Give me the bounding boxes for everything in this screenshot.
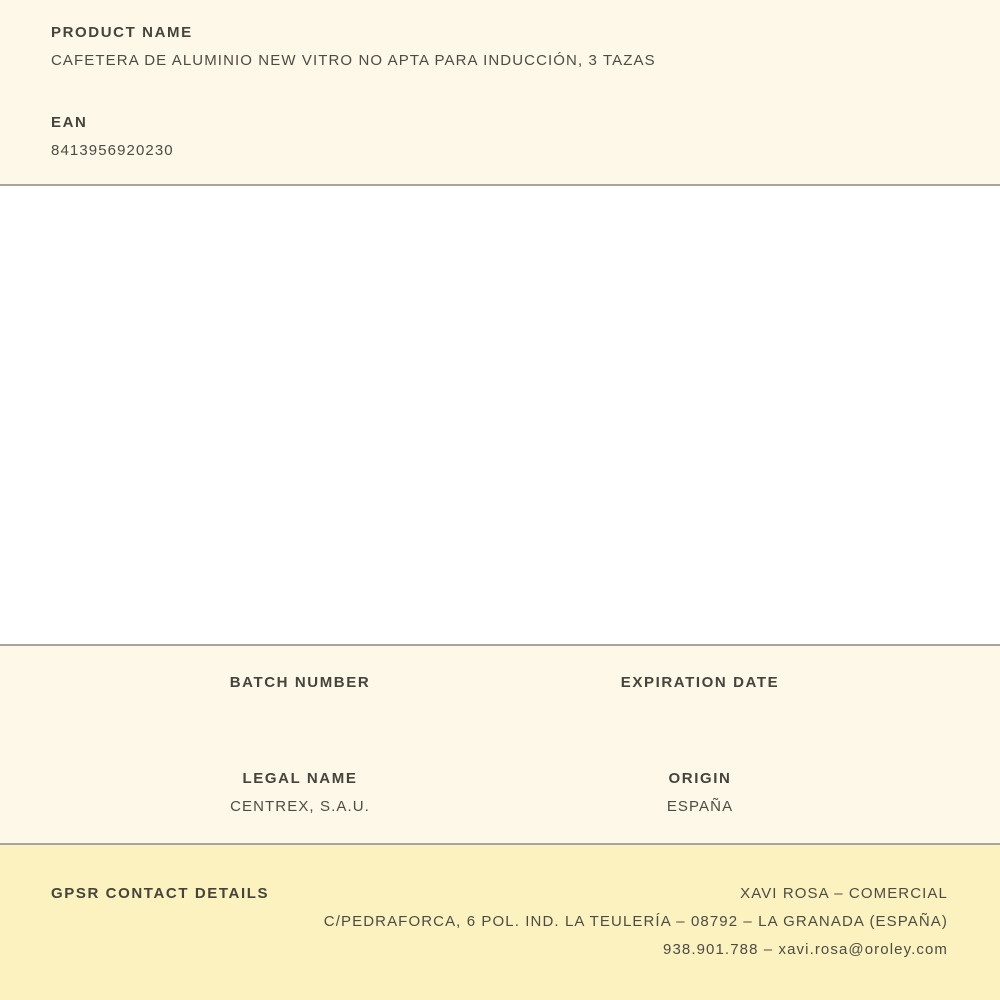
legal-name-value: CENTREX, S.A.U. [230,798,370,815]
product-name-value: CAFETERA DE ALUMINIO NEW VITRO NO APTA PARA INDUCCIÓN, 3 TAZAS [51,52,656,69]
product-image-area [0,186,1000,646]
ean-value: 8413956920230 [51,142,174,159]
gpsr-contact-details-label: GPSR CONTACT DETAILS [51,885,270,902]
gpsr-contact-name: XAVI ROSA – COMERCIAL [740,885,948,902]
product-header-section [0,0,1000,186]
origin-value: ESPAÑA [666,798,734,815]
details-row-legal-origin [100,768,900,818]
details-row-batch-expiration [100,672,900,700]
legal-name-block [100,768,500,818]
expiration-date-label: EXPIRATION DATE [620,674,780,691]
origin-label: ORIGIN [668,770,732,787]
origin-block [500,768,900,818]
details-section [0,646,1000,845]
product-name-block [51,22,949,72]
batch-number-label: BATCH NUMBER [229,674,371,691]
legal-name-label: LEGAL NAME [242,770,358,787]
gpsr-contact-phone-email: 938.901.788 – xavi.rosa@oroley.com [663,941,948,958]
ean-label: EAN [51,114,88,131]
expiration-date-block [500,672,900,700]
gpsr-contact-section [0,845,1000,1000]
product-name-label: PRODUCT NAME [51,24,193,41]
batch-number-block [100,672,500,700]
gpsr-contact-info [269,880,948,964]
gpsr-contact-address: C/PEDRAFORCA, 6 POL. IND. LA TEULERÍA – 08792 – LA GRANADA (ESPAÑA) [323,913,948,930]
ean-block [51,112,949,162]
